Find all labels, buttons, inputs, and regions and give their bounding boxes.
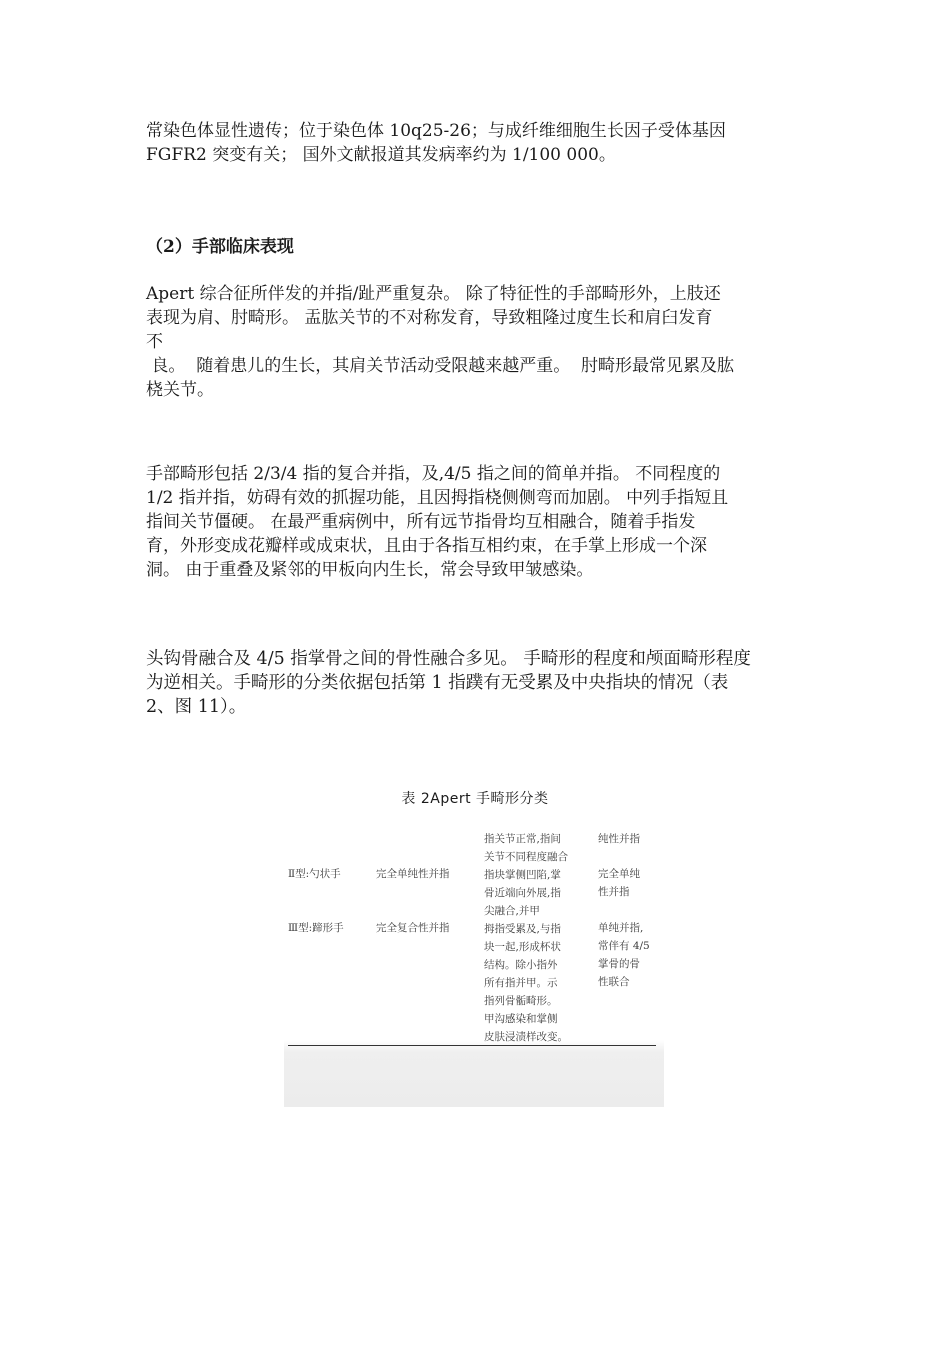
table-cell-type3-syndactyly: 完全复合性并指 <box>376 922 450 934</box>
text-line: 桡关节。 <box>146 380 214 400</box>
table-bottom-rule <box>288 1045 656 1046</box>
paragraph-hand-deformity <box>146 462 818 582</box>
table-cell-text: 单纯并指, <box>598 922 644 934</box>
table-cell-text: 尖融合,并甲 <box>484 905 540 917</box>
paragraph-upper-limb <box>146 282 818 402</box>
table-cell-text: 结构。除小指外 <box>484 959 558 971</box>
table-cell-text: 性并指 <box>598 886 630 898</box>
text-line: 1/2 指并指，妨碍有效的抓握功能，且因拇指桡侧侧弯而加剧。 中列手指短且 <box>146 488 729 508</box>
text-line: 不 <box>146 332 163 352</box>
table-cell-text: 所有指并甲。示 <box>484 977 558 989</box>
table-cell-text: 块一起,形成杯状 <box>484 941 561 953</box>
table-cell-text: 掌骨的骨 <box>598 958 640 970</box>
table-cell-text: 关节不同程度融合 <box>484 851 568 863</box>
table-cell-text: 甲沟感染和掌侧 <box>484 1013 558 1025</box>
table-cell-text: 完全单纯 <box>598 868 640 880</box>
text-line: 为逆相关。手畸形的分类依据包括第 1 指蹼有无受累及中央指块的情况（表 <box>146 673 729 693</box>
table-cell-text: 骨近端向外展,指 <box>484 887 561 899</box>
table-cell-text: 指列骨骺畸形。 <box>484 995 558 1007</box>
classification-table-image <box>284 830 664 1107</box>
table-cell-type2: Ⅱ型:勺状手 <box>288 868 341 880</box>
text-line: 指间关节僵硬。 在最严重病例中，所有远节指骨均互相融合，随着手指发 <box>146 512 696 532</box>
table-cell-type3: Ⅲ型:蹄形手 <box>288 922 344 934</box>
text-line: 手部畸形包括 2/3/4 指的复合并指，及,4/5 指之间的简单并指。 不同程度的 <box>146 464 721 484</box>
text-line: 2、图 11）。 <box>146 697 247 717</box>
paragraph-classification <box>146 647 818 719</box>
table-cell-text: 指块掌侧凹陷,掌 <box>484 869 561 881</box>
table-cell-text: 拇指受累及,与指 <box>484 923 561 935</box>
text-line: Apert 综合征所伴发的并指/趾严重复杂。 除了特征性的手部畸形外，上肢还 <box>146 284 721 304</box>
text-line: 洞。 由于重叠及紧邻的甲板向内生长，常会导致甲皱感染。 <box>146 560 594 580</box>
text-line: 头钩骨融合及 4/5 指掌骨之间的骨性融合多见。 手畸形的程度和颅面畸形程度 <box>146 649 751 669</box>
table-cell-type2-syndactyly: 完全单纯性并指 <box>376 868 450 880</box>
table-cell-text: 纯性并指 <box>598 833 640 845</box>
table-cell-text: 皮肤浸渍样改变。 <box>484 1031 568 1043</box>
table-cell-text: 性联合 <box>598 976 630 988</box>
paragraph-genetics <box>146 119 818 167</box>
text-line: 育，外形变成花瓣样或成束状，且由于各指互相约束，在手掌上形成一个深 <box>146 536 707 556</box>
table-cell-text: 常伴有 4/5 <box>598 940 650 952</box>
text-line: 常染色体显性遗传；位于染色体 10q25-26；与成纤维细胞生长因子受体基因 <box>146 121 726 141</box>
text-line: 表现为肩、肘畸形。 盂肱关节的不对称发育，导致粗隆过度生长和肩臼发育 <box>146 308 713 328</box>
table-caption: 表 2Apert 手畸形分类 <box>401 791 549 807</box>
section-heading: （2）手部临床表现 <box>146 237 294 257</box>
text-line: FGFR2 突变有关； 国外文献报道其发病率约为 1/100 000。 <box>146 145 616 165</box>
text-line: 良。 随着患儿的生长，其肩关节活动受限越来越严重。 肘畸形最常见累及肱 <box>146 356 735 376</box>
table-cell-text: 指关节正常,指间 <box>484 833 561 845</box>
